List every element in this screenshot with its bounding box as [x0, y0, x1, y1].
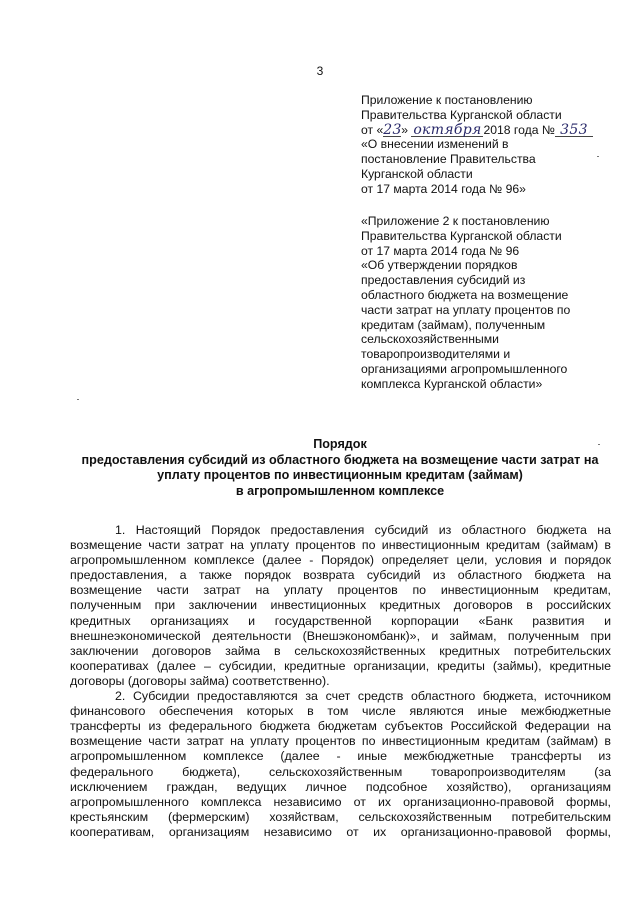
annex2-line: товаропроизводителями и — [361, 347, 511, 362]
page-number: 3 — [316, 64, 324, 78]
paragraph-1-line: агропромышленном комплексе (далее - Порядок) определяет цели, условия и порядок — [70, 553, 611, 568]
paragraph-1-line: возмещение части затрат на уплату процентов по инвестиционным кредитам (займам) в — [70, 538, 611, 553]
annex2-line: части затрат на уплату процентов по — [361, 302, 571, 317]
annex-line: Приложение к постановлению — [361, 93, 533, 107]
paragraph-1-line: предоставления, а также порядок возврата субсидий из областного бюджета на — [70, 568, 611, 583]
handwritten-doc-number: 353 — [555, 124, 593, 137]
scan-speck — [598, 444, 600, 445]
paragraph-1-line: кредитных организациях и государственной корпорации «Банк развития и — [70, 613, 611, 628]
annex-date-line — [361, 123, 611, 138]
handwritten-month: октября — [413, 121, 482, 138]
annex-header — [361, 93, 611, 197]
annex2-line: Правительства Курганской области — [361, 228, 562, 243]
paragraph-1-line: договоры (договоры займа) соответственно). — [70, 673, 330, 688]
title-line: уплату процентов по инвестиционным кредитам (займам) — [157, 468, 523, 482]
annex2-line: «Об утверждении порядков — [361, 258, 518, 273]
annex2-line: кредитам (займам), полученным — [361, 317, 546, 332]
paragraph-2-line: агропромышленном комплексе (далее - иные межбюджетные трансферты из — [70, 749, 611, 764]
paragraph-2-line: крестьянским (фермерским) хозяйствам, сельскохозяйственным потребительским — [70, 809, 611, 824]
paragraph-2-line: финансового обеспечения которых в том числе являются иные межбюджетные — [70, 704, 611, 719]
date-mid: » — [401, 122, 409, 137]
title-line: Порядок — [313, 437, 367, 451]
annex-line: постановление Правительства — [361, 152, 536, 167]
annex-2-header — [361, 214, 611, 392]
paragraph-2-line: кооперативам, организациям независимо от их организационно-правовой формы, — [70, 824, 611, 839]
paragraph-2-line: возмещение части затрат на уплату процентов по инвестиционным кредитам (займам) в — [70, 734, 611, 749]
annex-line: «О внесении изменений в — [361, 137, 509, 152]
title-line: предоставления субсидий из областного бюджета на возмещение части затрат на — [81, 452, 599, 467]
paragraph-2-line: агропромышленного комплекса независимо от их организационно-правовой формы, — [70, 794, 611, 809]
scan-speck — [597, 156, 599, 157]
date-year: 2018 года № — [483, 122, 555, 137]
annex2-line: комплекса Курганской области» — [361, 376, 543, 391]
annex-line: Курганской области — [361, 166, 473, 181]
annex-line: Правительства Курганской области — [361, 107, 562, 122]
handwritten-day: 23 — [383, 121, 402, 138]
paragraph-2-line: 2. Субсидии предоставляются за счет средств областного бюджета, источником — [115, 689, 611, 704]
date-prefix: от « — [361, 122, 384, 137]
paragraph-1-line: заключении договоров займа в сельскохозяйственных кредитных потребительских — [70, 643, 611, 658]
paragraph-1-line: внешнеэкономической деятельности (Внешэкономбанк)», и займам, полученным при — [70, 628, 611, 643]
scan-speck — [77, 399, 79, 400]
paragraph-1-line: полученным при заключении инвестиционных кредитных договоров в российских — [70, 598, 611, 613]
annex2-line: от 17 марта 2014 года № 96 — [361, 243, 520, 258]
paragraph-1-line: 1. Настоящий Порядок предоставления субсидий из областного бюджета на — [115, 523, 611, 537]
annex2-line: сельскохозяйственными — [361, 332, 499, 347]
paragraph-2-line: федерального бюджета), сельскохозяйственным товаропроизводителям (за — [70, 764, 611, 779]
document-title — [70, 437, 610, 499]
paragraph-1-line: кооперативах (далее – субсидии, кредитные организации, кредиты (займы), кредитные — [70, 658, 611, 673]
annex2-line: «Приложение 2 к постановлению — [361, 214, 550, 228]
paragraph-1-line: возмещение части затрат на уплату процентов по инвестиционным кредитам, — [70, 583, 611, 598]
paragraph-2-line: исключением граждан, ведущих личное подсобное хозяйство), организациям — [70, 779, 611, 794]
paragraph-2-line: трансферты из федерального бюджета бюджетам субъектов Российской Федерации на — [70, 719, 611, 734]
title-line: в агропромышленном комплексе — [235, 483, 445, 498]
annex2-line: предоставления субсидий из — [361, 273, 526, 288]
document-body — [70, 523, 611, 840]
annex-line: от 17 марта 2014 года № 96» — [361, 181, 526, 196]
annex2-line: областного бюджета на возмещение — [361, 287, 569, 302]
annex2-line: организациями агропромышленного — [361, 361, 568, 376]
